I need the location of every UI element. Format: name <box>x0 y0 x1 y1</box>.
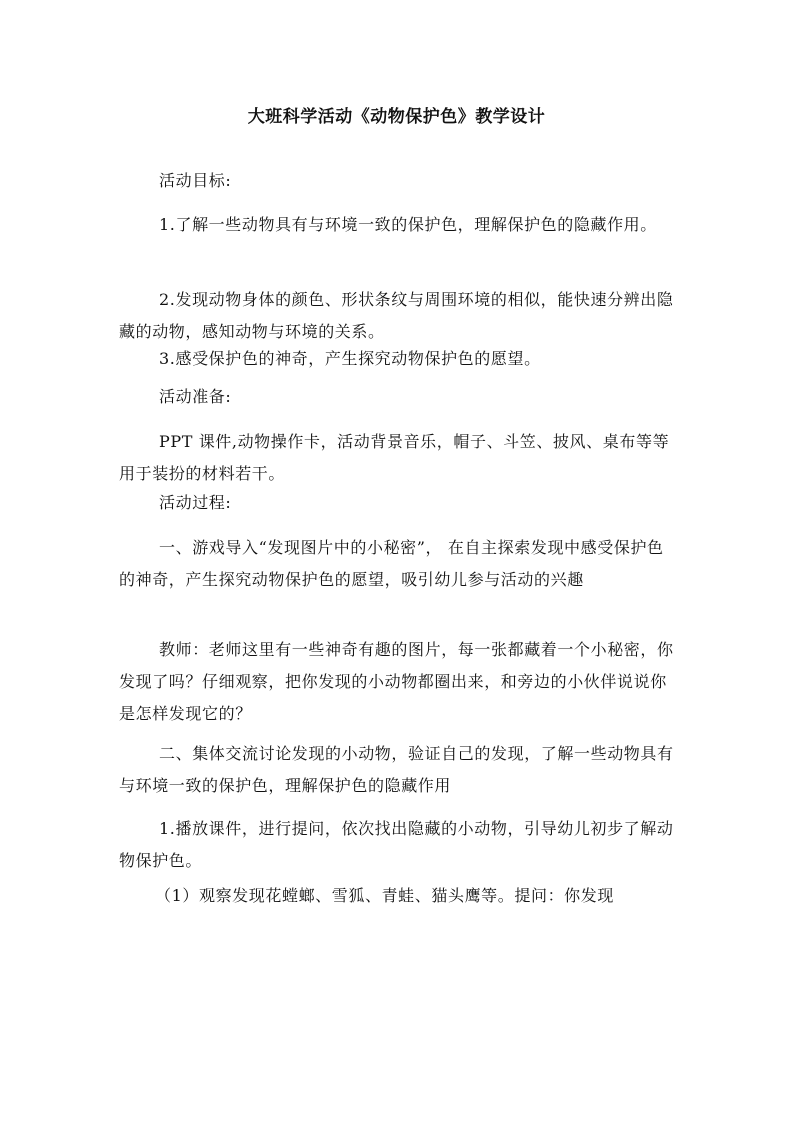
paragraph-step-2-1-1: （1）观察发现花螳螂、雪狐、青蛙、猫头鹰等。提问：你发现 <box>155 886 614 905</box>
paragraph-step-1: 一、游戏导入“发现图片中的小秘密”， 在自主探索发现中感受保护色的神奇，产生探究动物保护色的愿望，吸引幼儿参与活动的兴趣 <box>119 538 664 589</box>
paragraph-process-heading: 活动过程: <box>159 493 232 512</box>
paragraph-prep-materials: PPT 课件,动物操作卡，活动背景音乐，帽子、斗笠、披风、桌布等等用于装扮的材料若干。 <box>119 432 670 483</box>
paragraph-prep-heading: 活动准备: <box>159 387 232 406</box>
paragraph-step-2-1: 1.播放课件，进行提问，依次找出隐藏的小动物，引导幼儿初步了解动物保护色。 <box>119 819 674 870</box>
paragraph-teacher: 教师：老师这里有一些神奇有趣的图片，每一张都藏着一个小秘密，你发现了吗？仔细观察，把你发现的小动物都圈出来，和旁边的小伙伴说说你是怎样发现它的？ <box>119 640 674 723</box>
document-title: 大班科学活动《动物保护色》教学设计 <box>247 107 546 127</box>
paragraph-step-2: 二、集体交流讨论发现的小动物，验证自己的发现，了解一些动物具有与环境一致的保护色，理解保护色的隐藏作用 <box>119 744 674 795</box>
paragraph-goal-2: 2.发现动物身体的颜色、形状条纹与周围环境的相似，能快速分辨出隐藏的动物，感知动物与环境的关系。 <box>119 290 674 341</box>
paragraph-goal-1: 1.了解一些动物具有与环境一致的保护色，理解保护色的隐藏作用。 <box>159 215 657 234</box>
paragraph-goals-heading: 活动目标: <box>159 171 232 190</box>
paragraph-goal-3: 3.感受保护色的神奇，产生探究动物保护色的愿望。 <box>159 349 541 368</box>
